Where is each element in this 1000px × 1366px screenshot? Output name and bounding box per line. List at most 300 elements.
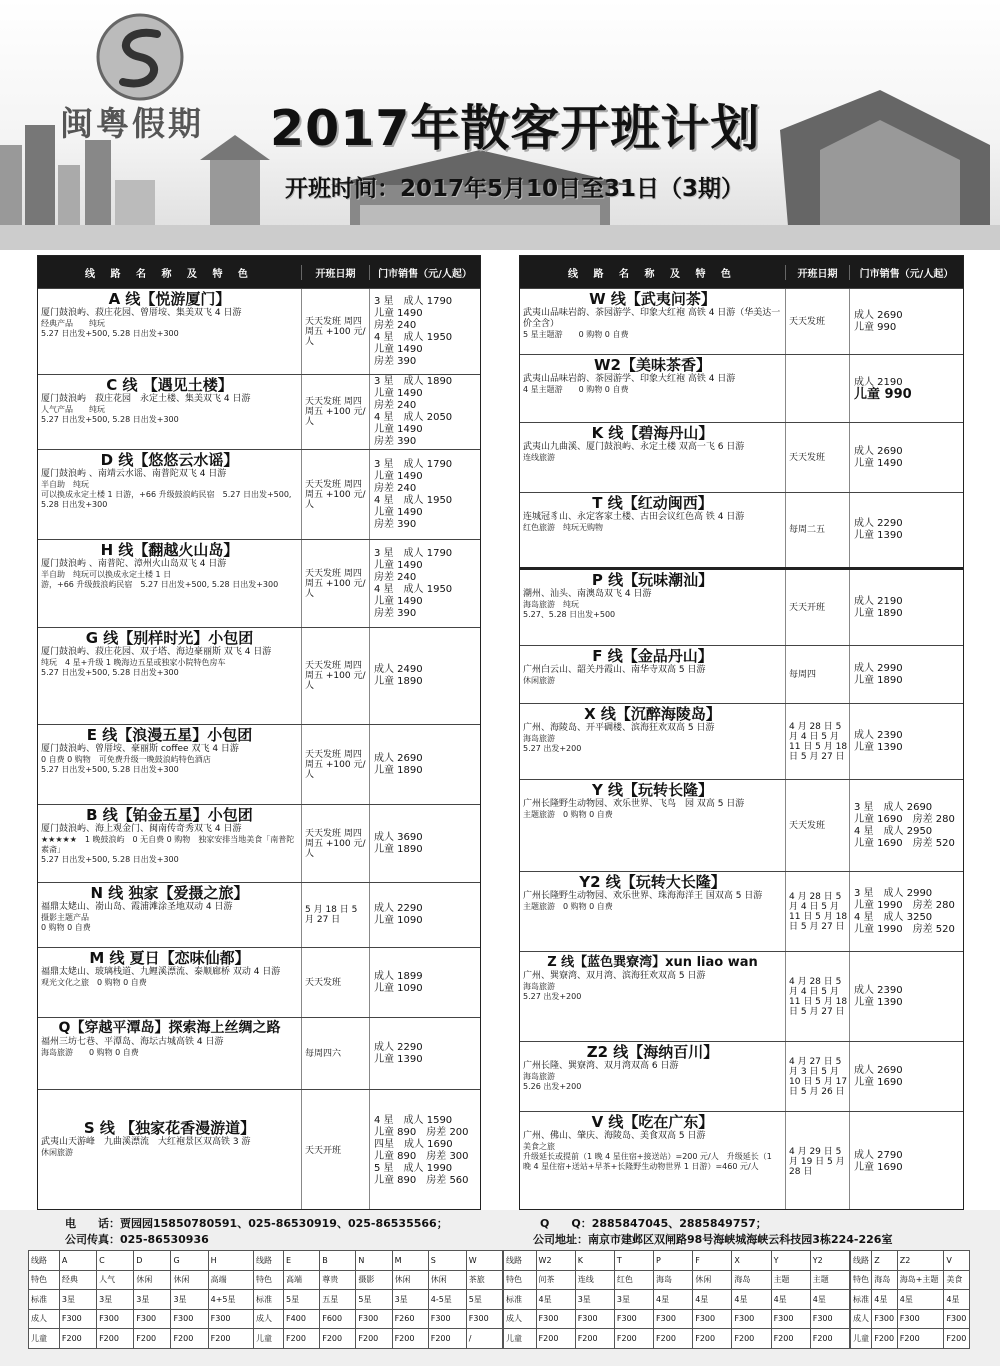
route-desc: 厦门鼓浪屿、菽庄花园、双子塔、海边豪丽斯 双飞 4 日游 bbox=[41, 647, 272, 657]
price-line: 儿童 1990 房差 280 bbox=[854, 899, 955, 911]
table-cell: 休闲 bbox=[134, 1270, 171, 1290]
table-cell: F300 bbox=[134, 1309, 171, 1329]
table-cell: 特色 bbox=[504, 1270, 537, 1290]
price-line: 儿童 1390 bbox=[374, 1053, 423, 1065]
route-desc: 厦门鼓浪屿 、南靖云水谣、南普陀双飞 4 日游 bbox=[41, 469, 227, 479]
price-line: 儿童 1490 bbox=[854, 457, 903, 469]
route-row bbox=[520, 779, 963, 871]
header-schedule: 开班日期 bbox=[301, 265, 369, 280]
route-desc: 广州长隆野生动物园、欢乐世界、飞鸟 园 双高 5 日游 bbox=[523, 799, 745, 809]
price-line: 四星 成人 1690 bbox=[374, 1138, 453, 1150]
route-schedule: 4 月 29 日 5 月 19 日 5 月 28 日 bbox=[785, 1112, 849, 1210]
table-cell: 4星 bbox=[536, 1290, 575, 1310]
header-banner bbox=[0, 0, 1000, 250]
price-line: 3 星 成人 1790 bbox=[374, 295, 453, 307]
table-cell: 4-5星 bbox=[428, 1290, 466, 1310]
table-cell: 线路 bbox=[29, 1251, 60, 1271]
route-schedule: 4 月 28 日 5 月 4 日 5 月 11 日 5 月 18 日 5 月 27 日 bbox=[785, 952, 849, 1041]
route-row bbox=[520, 951, 963, 1041]
route-extra: 5.27 出发+200 bbox=[523, 744, 582, 753]
table-cell: 高端 bbox=[284, 1270, 320, 1290]
route-desc: 福鼎太姥山、玻璃栈道、九鲤溪漂流、泰顺廊桥 双动 4 日游 bbox=[41, 967, 281, 977]
price-line: 儿童 890 房差 200 bbox=[374, 1126, 469, 1138]
table-cell: 5星 bbox=[356, 1290, 392, 1310]
price-line: 儿童 1690 bbox=[854, 1161, 903, 1173]
price-line: 儿童 1390 bbox=[854, 996, 903, 1008]
header-route: 线 路 名 称 及 特 色 bbox=[85, 268, 254, 280]
table-cell: 4+5星 bbox=[208, 1290, 253, 1310]
table-cell: 儿童 bbox=[504, 1329, 537, 1349]
table-cell: F300 bbox=[575, 1309, 614, 1329]
route-row bbox=[38, 724, 480, 804]
route-extra: 5.27 日出发+500, 5.28 日出发+300 bbox=[41, 329, 179, 338]
header-price: 门市销售（元/人起） bbox=[369, 265, 480, 280]
table-cell: 海岛 bbox=[872, 1270, 898, 1290]
route-note: 海岛旅游 0 购物 0 自费 bbox=[41, 1048, 139, 1057]
price-line: 儿童 1490 bbox=[374, 559, 423, 571]
route-row bbox=[38, 627, 480, 724]
route-row bbox=[38, 882, 480, 947]
price-line: 成人 2290 bbox=[854, 518, 903, 529]
brand-name: 闽粤假期 bbox=[60, 104, 204, 143]
price-line: 成人 2690 bbox=[374, 752, 423, 764]
price-line: 儿童 1890 bbox=[374, 764, 423, 776]
route-schedule: 4 月 27 日 5 月 3 日 5 月 10 日 5 月 17 日 5 月 26 日 bbox=[785, 1042, 849, 1111]
route-note: 海岛旅游 bbox=[523, 734, 555, 743]
table-cell: F200 bbox=[392, 1329, 428, 1349]
table-cell: F300 bbox=[466, 1309, 502, 1329]
table-cell: F200 bbox=[356, 1329, 392, 1349]
table-cell: F300 bbox=[59, 1309, 96, 1329]
price-line: 成人 2490 bbox=[374, 664, 423, 675]
route-title: S 线 【独家花香漫游道】 bbox=[83, 1119, 256, 1137]
route-row bbox=[38, 804, 480, 882]
table-cell: 5星 bbox=[466, 1290, 502, 1310]
route-desc: 广州、海陵岛、开平碉楼、滨海狂欢双高 5 日游 bbox=[523, 723, 715, 733]
route-title: K 线【碧海丹山】 bbox=[591, 424, 714, 442]
price-line: 4 星 成人 1590 bbox=[374, 1114, 453, 1126]
header-route: 线 路 名 称 及 特 色 bbox=[568, 268, 737, 280]
table-cell: 成人 bbox=[254, 1309, 284, 1329]
price-line: 儿童 1690 房差 520 bbox=[854, 837, 955, 849]
table-row bbox=[29, 1270, 254, 1290]
route-row bbox=[38, 1089, 480, 1210]
table-cell: F200 bbox=[171, 1329, 208, 1349]
route-note: 海岛旅游 纯玩 bbox=[523, 600, 579, 609]
table-cell: F600 bbox=[320, 1309, 356, 1329]
route-extra: 5.27 出发+200 bbox=[523, 992, 582, 1001]
price-line: 儿童 1390 bbox=[854, 530, 903, 541]
table-cell: 海岛 bbox=[732, 1270, 771, 1290]
route-desc: 武夷山九曲溪、厦门鼓浪屿、永定土楼 双高一飞 6 日游 bbox=[523, 442, 745, 452]
table-cell: S bbox=[428, 1251, 466, 1271]
table-cell: F200 bbox=[134, 1329, 171, 1349]
table-row bbox=[254, 1290, 503, 1310]
price-line: 成人 2290 bbox=[374, 903, 423, 914]
table-row bbox=[851, 1290, 970, 1310]
table-row bbox=[851, 1270, 970, 1290]
route-title: A 线【悦游厦门】 bbox=[108, 290, 231, 308]
route-extra: 5.27 日出发+500, 5.28 日出发+300 bbox=[41, 668, 179, 677]
table-cell: A bbox=[59, 1251, 96, 1271]
route-schedule: 每周四 bbox=[785, 646, 849, 703]
table-cell: Z bbox=[872, 1251, 898, 1271]
route-desc: 福州三坊七巷、平潭岛、海坛古城高铁 4 日游 bbox=[41, 1037, 224, 1047]
price-line: 儿童 1490 bbox=[374, 595, 423, 607]
route-schedule: 天天发班 周四周五 +100 元/人 bbox=[301, 540, 369, 627]
route-schedule: 4 月 28 日 5 月 4 日 5 月 11 日 5 月 18 日 5 月 27 日 bbox=[785, 704, 849, 779]
table-cell: F300 bbox=[97, 1309, 134, 1329]
table-cell: F300 bbox=[536, 1309, 575, 1329]
route-desc: 武夷山天游峰 九曲溪漂流 大红袍景区双高铁 3 游 bbox=[41, 1137, 251, 1147]
price-line: 4 星 成人 2050 bbox=[374, 412, 453, 423]
table-cell: F200 bbox=[897, 1329, 944, 1349]
price-line: 儿童 1490 bbox=[374, 506, 423, 518]
price-line: 儿童 1490 bbox=[374, 424, 423, 435]
price-line: 4 星 成人 2950 bbox=[854, 825, 933, 837]
table-cell: F260 bbox=[392, 1309, 428, 1329]
table-cell: F300 bbox=[810, 1309, 849, 1329]
price-line: 成人 2690 bbox=[854, 445, 903, 457]
table-cell: F300 bbox=[428, 1309, 466, 1329]
table-cell: 3星 bbox=[171, 1290, 208, 1310]
table-row bbox=[504, 1270, 850, 1290]
table-cell: F300 bbox=[356, 1309, 392, 1329]
route-note: 美食之旅 bbox=[523, 1142, 555, 1151]
table-cell: 特色 bbox=[29, 1270, 60, 1290]
table-cell: F200 bbox=[320, 1329, 356, 1349]
table-cell: T bbox=[614, 1251, 653, 1271]
route-title: H 线【翻越火山岛】 bbox=[100, 541, 239, 559]
table-row bbox=[254, 1270, 503, 1290]
table-cell: F300 bbox=[897, 1309, 944, 1329]
route-note: 休闲旅游 bbox=[523, 676, 555, 685]
route-title: X 线【沉醉海陵岛】 bbox=[584, 705, 721, 723]
route-note: 连线旅游 bbox=[523, 453, 555, 462]
route-title: Z 线【蓝色巽寮湾】xun liao wan bbox=[547, 955, 758, 970]
table-cell: 特色 bbox=[851, 1270, 872, 1290]
table-cell: D bbox=[134, 1251, 171, 1271]
price-line: 儿童 1090 bbox=[374, 915, 423, 926]
price-line: 房差 390 bbox=[374, 607, 417, 619]
route-note: 0 自费 0 购物 可免费升级一晚鼓浪屿特色酒店 bbox=[41, 755, 211, 764]
price-line: 儿童 1990 房差 520 bbox=[854, 923, 955, 935]
table-cell: F200 bbox=[614, 1329, 653, 1349]
contact-fax: 公司传真：025-86530936 bbox=[65, 1233, 209, 1246]
table-cell: 儿童 bbox=[254, 1329, 284, 1349]
route-row bbox=[38, 449, 480, 539]
route-title: C 线 【遇见土楼】 bbox=[106, 376, 233, 394]
table-cell: 成人 bbox=[851, 1309, 872, 1329]
table-cell: P bbox=[654, 1251, 693, 1271]
route-desc: 厦门鼓浪屿、菽庄花园、曾厝垵、集美双飞 4 日游 bbox=[41, 308, 242, 318]
table-cell: 休闲 bbox=[428, 1270, 466, 1290]
route-extra: 5.27 日出发+500, 5.28 日出发+300 bbox=[41, 415, 179, 424]
price-line: 成人 2690 bbox=[854, 309, 903, 321]
surcharge-table bbox=[503, 1250, 850, 1349]
route-note: 海岛旅游 bbox=[523, 982, 555, 991]
route-schedule: 天天发班 bbox=[785, 289, 849, 354]
price-line: 儿童 1490 bbox=[374, 307, 423, 319]
surcharge-table bbox=[253, 1250, 503, 1349]
price-line: 儿童 1890 bbox=[374, 676, 423, 687]
route-extra: 0 购物 0 自费 bbox=[41, 923, 91, 932]
table-cell: 成人 bbox=[504, 1309, 537, 1329]
route-desc: 广州长隆、巽寮湾、双月湾双高 6 日游 bbox=[523, 1061, 679, 1071]
route-desc: 潮州、汕头、南澳岛双飞 4 日游 bbox=[523, 589, 652, 599]
price-line: 4 星 成人 1950 bbox=[374, 331, 453, 343]
table-cell: E bbox=[284, 1251, 320, 1271]
table-cell: 茶旅 bbox=[466, 1270, 502, 1290]
route-title: M 线 夏日【恋味仙都】 bbox=[89, 949, 250, 967]
route-note: 休闲旅游 bbox=[41, 1148, 73, 1157]
left-route-table bbox=[37, 255, 481, 1210]
table-row bbox=[504, 1251, 850, 1271]
price-line: 成人 1899 bbox=[374, 970, 423, 982]
table-row bbox=[851, 1251, 970, 1271]
route-row bbox=[520, 703, 963, 779]
table-cell: 4星 bbox=[693, 1290, 732, 1310]
table-cell: C bbox=[97, 1251, 134, 1271]
table-cell: F200 bbox=[872, 1329, 898, 1349]
table-cell: 高端 bbox=[208, 1270, 253, 1290]
route-schedule: 天天发班 bbox=[301, 948, 369, 1017]
price-line: 成人 2790 bbox=[854, 1149, 903, 1161]
table-cell: 标准 bbox=[29, 1290, 60, 1310]
table-cell: F300 bbox=[872, 1309, 898, 1329]
table-cell: F200 bbox=[944, 1329, 970, 1349]
route-title: Q【穿越平潭岛】探索海上丝绸之路 bbox=[58, 1020, 281, 1036]
table-cell: X bbox=[732, 1251, 771, 1271]
route-title: Y 线【玩转长隆】 bbox=[591, 781, 714, 799]
route-desc: 厦门鼓浪屿、海上观金门、闽南传奇秀双飞 4 日游 bbox=[41, 824, 242, 834]
table-cell: Y2 bbox=[810, 1251, 849, 1271]
route-schedule: 天天发班 周四周五 +100 元/人 bbox=[301, 725, 369, 804]
route-note: 摄影主题产品 bbox=[41, 913, 89, 922]
price-line: 儿童 1890 bbox=[374, 843, 423, 855]
price-line: 3 星 成人 2690 bbox=[854, 801, 933, 813]
route-desc: 厦门鼓浪屿、曾厝垵、豪丽斯 coffee 双飞 4 日游 bbox=[41, 744, 239, 754]
route-note: 半自助 纯玩可以换成永定土楼 1 日 bbox=[41, 570, 172, 579]
table-cell: F200 bbox=[97, 1329, 134, 1349]
table-cell: 标准 bbox=[851, 1290, 872, 1310]
table-header bbox=[38, 256, 480, 288]
price-line: 儿童 1490 bbox=[374, 470, 423, 482]
route-schedule: 天天发班 bbox=[785, 780, 849, 871]
price-line: 4 星 成人 1950 bbox=[374, 583, 453, 595]
table-cell: F200 bbox=[428, 1329, 466, 1349]
header-price: 门市销售（元/人起） bbox=[849, 265, 963, 280]
price-line: 成人 2390 bbox=[854, 729, 903, 741]
table-cell: F200 bbox=[654, 1329, 693, 1349]
contact-phone: 电 话：贾园园15850780591、025-86530919、025-86535566； bbox=[65, 1217, 448, 1230]
table-cell: 4星 bbox=[810, 1290, 849, 1310]
route-row bbox=[520, 492, 963, 567]
route-schedule: 每周二五 bbox=[785, 493, 849, 567]
table-cell: Y bbox=[771, 1251, 810, 1271]
table-cell: 休闲 bbox=[392, 1270, 428, 1290]
table-cell: F400 bbox=[284, 1309, 320, 1329]
price-line: 儿童 1090 bbox=[374, 982, 423, 994]
page-title: 2017年散客开班计划 bbox=[270, 100, 761, 157]
table-header bbox=[520, 256, 963, 288]
table-cell: 标准 bbox=[504, 1290, 537, 1310]
price-line: 房差 390 bbox=[374, 436, 417, 447]
table-row bbox=[29, 1329, 254, 1349]
table-cell: 成人 bbox=[29, 1309, 60, 1329]
table-cell: 经典 bbox=[59, 1270, 96, 1290]
route-title: G 线【别样时光】小包团 bbox=[85, 629, 254, 647]
table-row bbox=[504, 1290, 850, 1310]
table-row bbox=[254, 1329, 503, 1349]
route-desc: 厦门鼓浪屿 、南普陀、漳州火山岛双飞 4 日游 bbox=[41, 559, 227, 569]
table-cell: 4星 bbox=[897, 1290, 944, 1310]
route-schedule: 天天发班 周四周五 +100 元/人 bbox=[301, 805, 369, 882]
table-cell: 海岛 bbox=[654, 1270, 693, 1290]
route-title: P 线【玩味潮汕】 bbox=[591, 571, 714, 589]
price-line: 儿童 1690 bbox=[854, 1076, 903, 1088]
route-extra: 可以换成永定土楼 1 日游，+66 升级鼓浪屿民宿 5.27 日出发+500, 5.28 日出发+300 bbox=[41, 490, 292, 509]
route-extra: 5.27 日出发+500, 5.28 日出发+300 bbox=[41, 765, 179, 774]
table-cell: 儿童 bbox=[851, 1329, 872, 1349]
route-title: B 线【铂金五星】小包团 bbox=[86, 806, 253, 824]
table-row bbox=[29, 1309, 254, 1329]
table-row bbox=[29, 1251, 254, 1271]
route-row bbox=[38, 947, 480, 1017]
route-note: 红色旅游 纯玩无购物 bbox=[523, 523, 603, 532]
table-cell: F200 bbox=[693, 1329, 732, 1349]
table-cell: 4星 bbox=[872, 1290, 898, 1310]
price-line: 成人 3690 bbox=[374, 831, 423, 843]
table-cell: 标准 bbox=[254, 1290, 284, 1310]
table-cell: F200 bbox=[208, 1329, 253, 1349]
surcharge-table bbox=[850, 1250, 970, 1349]
table-cell: M bbox=[392, 1251, 428, 1271]
surcharge-table bbox=[28, 1250, 254, 1349]
price-line: 儿童 990 bbox=[854, 386, 912, 402]
table-cell: K bbox=[575, 1251, 614, 1271]
table-cell: 线路 bbox=[254, 1251, 284, 1271]
table-cell: 3星 bbox=[392, 1290, 428, 1310]
route-title: V 线【吃在广东】 bbox=[591, 1113, 714, 1131]
table-cell: Z2 bbox=[897, 1251, 944, 1271]
table-row bbox=[254, 1309, 503, 1329]
price-line: 成人 2190 bbox=[854, 595, 903, 607]
table-cell: 五星 bbox=[320, 1290, 356, 1310]
route-schedule: 天天发班 bbox=[785, 423, 849, 492]
table-cell: F300 bbox=[771, 1309, 810, 1329]
table-cell: F200 bbox=[284, 1329, 320, 1349]
route-extra: 5.26 出发+200 bbox=[523, 1082, 582, 1091]
route-note: ★★★★★ 1 晚鼓浪屿 0 无自费 0 购物 独家安排当地美食「南普陀素斋」 bbox=[41, 835, 295, 854]
route-note: 4 星主题游 0 购物 0 自费 bbox=[523, 385, 629, 394]
table-cell: F200 bbox=[575, 1329, 614, 1349]
route-desc: 广州、巽寮湾、双月湾、滨海狂欢双高 5 日游 bbox=[523, 971, 706, 981]
table-cell: 特色 bbox=[254, 1270, 284, 1290]
route-note: 主题旅游 0 购物 0 自费 bbox=[523, 810, 613, 819]
route-row bbox=[38, 288, 480, 374]
route-schedule: 4 月 28 日 5 月 4 日 5 月 11 日 5 月 18 日 5 月 27 日 bbox=[785, 872, 849, 951]
table-cell: 主题 bbox=[810, 1270, 849, 1290]
table-cell: V bbox=[944, 1251, 970, 1271]
table-cell: F300 bbox=[171, 1309, 208, 1329]
table-cell: 海岛+主题 bbox=[897, 1270, 944, 1290]
route-schedule: 天天发班 周四周五 +100 元/人 bbox=[301, 375, 369, 449]
route-desc: 厦门鼓浪屿 菽庄花园 永定土楼、集美双飞 4 日游 bbox=[41, 394, 251, 404]
route-row bbox=[520, 871, 963, 951]
route-desc: 连城冠豸山、永定客家土楼、古田会议红色高 铁 4 日游 bbox=[523, 512, 745, 522]
table-cell: 3星 bbox=[614, 1290, 653, 1310]
route-title: N 线 独家【爱摄之旅】 bbox=[90, 884, 249, 902]
route-title: T 线【红动闽西】 bbox=[592, 494, 713, 512]
table-cell: W2 bbox=[536, 1251, 575, 1271]
contact-address: 公司地址：南京市建邺区双闸路98号海峡城海峡云科技园3栋224-226室 bbox=[533, 1233, 893, 1246]
price-line: 成人 2690 bbox=[854, 1064, 903, 1076]
table-cell: 连线 bbox=[575, 1270, 614, 1290]
route-desc: 武夷山品味岩韵、茶园游学、印象大红袍 高铁 4 日游 bbox=[523, 374, 736, 384]
route-title: W 线【武夷问茶】 bbox=[589, 290, 716, 308]
route-schedule: 5 月 18 日 5 月 27 日 bbox=[301, 883, 369, 947]
table-cell: 人气 bbox=[97, 1270, 134, 1290]
route-schedule: 每周四六 bbox=[301, 1018, 369, 1089]
price-line: 房差 240 bbox=[374, 400, 417, 411]
table-cell: F300 bbox=[693, 1309, 732, 1329]
route-desc: 广州、佛山、肇庆、海陵岛、美食双高 5 日游 bbox=[523, 1131, 706, 1141]
route-note: 纯玩 4 星+升级 1 晚海边五星或独家小院特色房车 bbox=[41, 658, 226, 667]
price-line: 儿童 890 房差 560 bbox=[374, 1174, 469, 1186]
price-line: 3 星 成人 1890 bbox=[374, 376, 453, 387]
table-cell: 主题 bbox=[771, 1270, 810, 1290]
route-schedule: 天天发班 周四周五 +100 元/人 bbox=[301, 628, 369, 724]
route-row bbox=[38, 1017, 480, 1089]
table-row bbox=[851, 1329, 970, 1349]
table-cell: 休闲 bbox=[693, 1270, 732, 1290]
route-row bbox=[520, 288, 963, 354]
route-extra: 游，+66 升级鼓浪屿民宿 5.27 日出发+500, 5.28 日出发+300 bbox=[41, 580, 279, 589]
table-cell: 红色 bbox=[614, 1270, 653, 1290]
table-cell: 线路 bbox=[851, 1251, 872, 1271]
table-cell: N bbox=[356, 1251, 392, 1271]
table-cell: 摄影 bbox=[356, 1270, 392, 1290]
route-row bbox=[520, 1041, 963, 1111]
header-schedule: 开班日期 bbox=[785, 265, 849, 280]
table-cell: 4星 bbox=[944, 1290, 970, 1310]
table-row bbox=[254, 1251, 503, 1271]
table-cell: F200 bbox=[536, 1329, 575, 1349]
table-cell: F200 bbox=[732, 1329, 771, 1349]
table-cell: 美食 bbox=[944, 1270, 970, 1290]
table-cell: F200 bbox=[810, 1329, 849, 1349]
route-title: E 线【浪漫五星】小包团 bbox=[86, 726, 253, 744]
route-row bbox=[38, 539, 480, 627]
route-note: 海岛旅游 bbox=[523, 1072, 555, 1081]
table-cell: 儿童 bbox=[29, 1329, 60, 1349]
table-cell: F300 bbox=[944, 1309, 970, 1329]
table-cell: F300 bbox=[654, 1309, 693, 1329]
price-line: 儿童 1890 bbox=[854, 607, 903, 619]
price-line: 4 星 成人 3250 bbox=[854, 911, 933, 923]
route-schedule: 天天开班 bbox=[301, 1090, 369, 1210]
table-cell: 尊贵 bbox=[320, 1270, 356, 1290]
route-title: Z2 线【海纳百川】 bbox=[586, 1043, 719, 1061]
table-row bbox=[29, 1290, 254, 1310]
price-line: 儿童 1490 bbox=[374, 388, 423, 399]
route-note: 经典产品 纯玩 bbox=[41, 319, 105, 328]
route-desc: 福鼎太姥山、嵛山岛、霞浦滩涂圣地双动 4 日游 bbox=[41, 902, 233, 912]
price-line: 3 星 成人 2990 bbox=[854, 887, 933, 899]
contact-qq: Q Q：2885847045、2885849757； bbox=[540, 1217, 767, 1230]
table-cell: 线路 bbox=[504, 1251, 537, 1271]
